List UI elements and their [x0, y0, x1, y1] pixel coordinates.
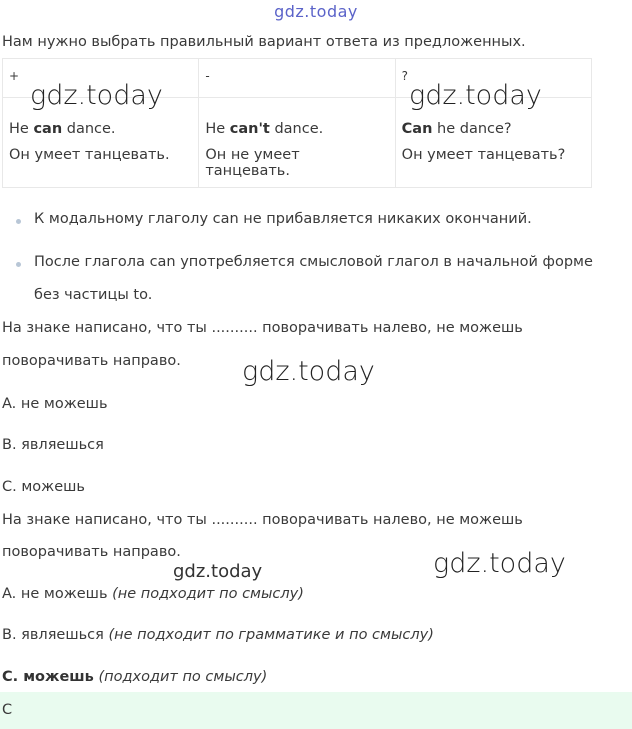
watermark: gdz.today [409, 80, 542, 111]
modal-verb-table [2, 58, 592, 188]
bullet-dot [16, 262, 21, 267]
intro-text: Нам нужно выбрать правильный вариант ответа из предложенных. [2, 34, 526, 50]
option-b-note: (не подходит по грамматике и по смыслу) [108, 627, 434, 643]
watermark: gdz.today [433, 548, 566, 579]
question1-option-a: A. не можешь [2, 396, 108, 412]
table-cell-question: Can he dance? Он умеет танцевать? [395, 98, 591, 188]
question2-option-a: A. не можешь (не подходит по смыслу) [2, 586, 304, 602]
translation-negative: Он не умеет танцевать. [205, 147, 300, 179]
translation-question: Он умеет танцевать? [401, 147, 566, 163]
question2-option-c: C. можешь (подходит по смыслу) [2, 669, 268, 685]
answer-box [0, 692, 632, 729]
bullet-infinitive-line2: без частицы to. [34, 287, 153, 303]
table-header-plus: + [3, 59, 199, 98]
watermark: gdz.today [30, 80, 163, 111]
question2-option-b: B. являешься (не подходит по грамматике и по смыслу) [2, 627, 434, 643]
table-header-minus: - [199, 59, 395, 98]
question1-option-c: C. можешь [2, 479, 85, 495]
question1-line2: поворачивать направо. [2, 353, 181, 369]
bullet-dot [16, 219, 21, 224]
watermark: gdz.today [242, 356, 375, 387]
watermark-top: gdz.today [274, 2, 358, 21]
option-c-note: (подходит по смыслу) [93, 669, 268, 685]
table-cell-negative: He can't dance. Он не умеет танцевать. [199, 98, 395, 188]
question2-line1: На знаке написано, что ты .......... поворачивать налево, не можешь [2, 512, 523, 528]
translation-affirmative: Он умеет танцевать. [9, 147, 170, 163]
table-header-question: ? [395, 59, 591, 98]
option-a-note: (не подходит по смыслу) [112, 586, 304, 602]
question1-option-b: B. являешься [2, 437, 104, 453]
answer-text: C [2, 702, 13, 718]
table-cell-affirmative: He can dance. Он умеет танцевать. [3, 98, 199, 188]
bullet-infinitive-line1: После глагола can употребляется смысловой глагол в начальной форме [34, 254, 593, 270]
watermark-small: gdz.today [173, 561, 263, 582]
question1-line1: На знаке написано, что ты .......... поворачивать налево, не можешь [2, 320, 523, 336]
question2-line2: поворачивать направо. [2, 544, 181, 560]
bullet-modal-endings: К модальному глаголу can не прибавляется никаких окончаний. [34, 211, 532, 227]
